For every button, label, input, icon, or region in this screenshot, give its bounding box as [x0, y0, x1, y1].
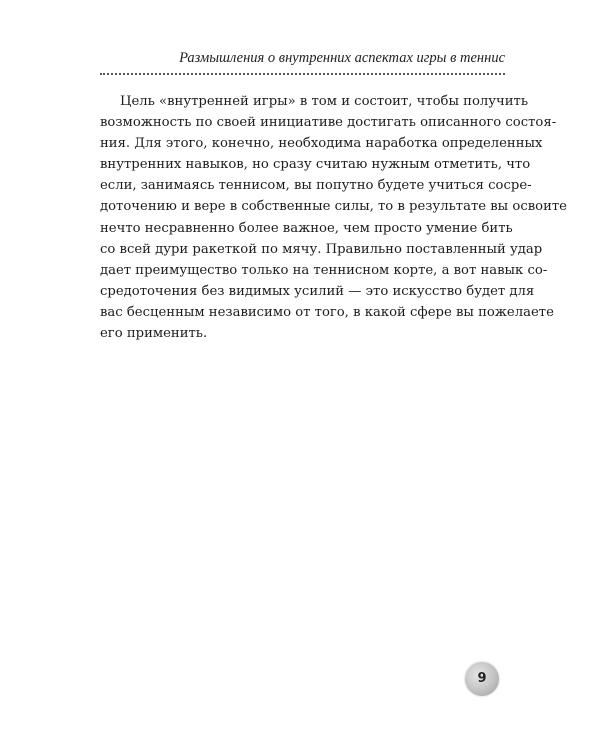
header-dotted-rule	[100, 73, 505, 75]
running-head-title: Размышления о внутренних аспектах игры в теннис	[179, 50, 505, 66]
body-paragraph	[100, 91, 567, 344]
paragraph-line: нечто несравненно более важное, чем просто умение бить	[100, 220, 513, 236]
page-number: 9	[477, 671, 487, 686]
page-number-badge	[465, 662, 499, 696]
paragraph-line: если, занимаясь теннисом, вы попутно будете учиться сосре-	[100, 178, 532, 194]
paragraph-line: средоточения без видимых усилий — это искусство будет для	[100, 283, 535, 299]
paragraph-line: дает преимущество только на теннисном корте, а вот навык со-	[100, 262, 548, 278]
paragraph-line: возможность по своей инициативе достигать описанного состоя-	[100, 115, 557, 131]
paragraph-line: Цель «внутренней игры» в том и состоит, чтобы получить	[120, 94, 529, 109]
paragraph-line: ния. Для этого, конечно, необходима наработка определенных	[100, 136, 543, 152]
paragraph-line: его применить.	[100, 326, 208, 342]
paragraph-line: со всей дури ракеткой по мячу. Правильно поставленный удар	[100, 241, 543, 257]
paragraph-line: вас бесценным независимо от того, в какой сфере вы пожелаете	[100, 304, 554, 320]
paragraph-line: внутренних навыков, но сразу считаю нужным отметить, что	[100, 157, 531, 173]
paragraph-line: доточению и вере в собственные силы, то в результате вы освоите	[100, 199, 567, 215]
